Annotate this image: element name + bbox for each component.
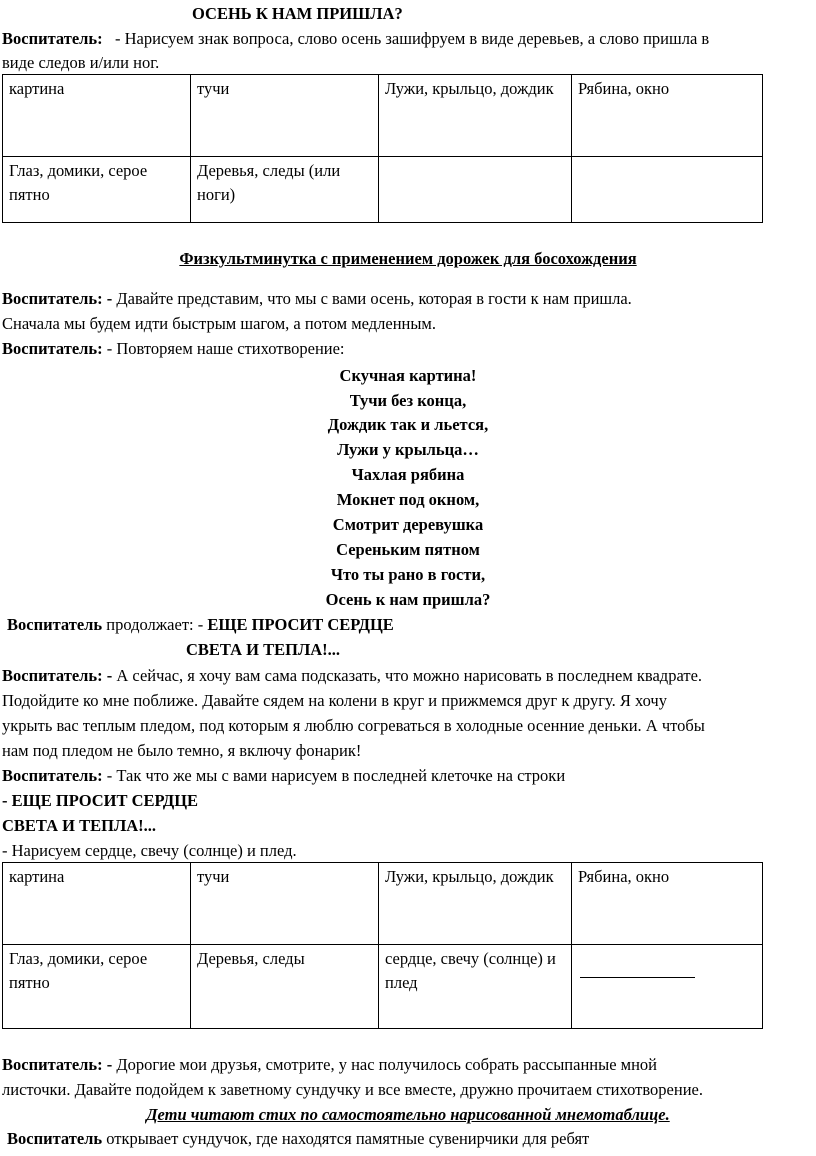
speaker-label: Воспитатель:: [2, 339, 103, 358]
continue-line-1: [7, 613, 394, 637]
poem-line: Скучная картина!: [339, 366, 477, 385]
table-cell: картина: [3, 75, 191, 157]
table-cell: Глаз, домики, серое пятно: [3, 157, 191, 223]
para3-text-1: А сейчас, я хочу вам сама подсказать, что можно нарисовать в последнем квадрате.: [116, 666, 703, 685]
mnemo-table-2: [2, 862, 763, 1029]
para2-line: [2, 337, 345, 361]
poem-line: Тучи без конца,: [349, 391, 467, 410]
para5-text-1: Дорогие мои друзья, смотрите, у нас получилось собрать рассыпанные мной: [116, 1055, 658, 1074]
table-row: [3, 75, 763, 157]
para4-line-1: [2, 764, 565, 788]
intro-text-1: - Нарисуем знак вопроса, слово осень зашифруем в виде деревьев, а слово пришла в: [115, 29, 710, 48]
poem-line: Дождик так и льется,: [327, 415, 489, 434]
speaker-label: Воспитатель: [7, 615, 103, 634]
para4-bold-1: - ЕЩЕ ПРОСИТ СЕРДЦЕ: [2, 791, 199, 810]
poem-line: Чахлая рябина: [351, 465, 465, 484]
speaker-label: Воспитатель: -: [2, 666, 113, 685]
fizkult-heading: Физкультминутка с применением дорожек для босохождения: [179, 249, 637, 268]
table-cell: [379, 157, 572, 223]
para1-text-1: Давайте представим, что мы с вами осень, которая в гости к нам пришла.: [116, 289, 632, 308]
speaker-label: Воспитатель:: [2, 766, 103, 785]
para3-line-2: Подойдите ко мне поближе. Давайте сядем на колени в круг и прижмемся друг к другу. Я хочу: [2, 691, 667, 710]
speaker-label: Воспитатель: -: [2, 289, 113, 308]
para3-line-1: [2, 664, 702, 688]
speaker-label: Воспитатель: -: [2, 1055, 113, 1074]
table-row: [3, 945, 763, 1029]
table-cell: тучи: [191, 863, 379, 945]
poem-line: Лужи у крыльца…: [337, 440, 479, 459]
para2-text: - Повторяем наше стихотворение:: [106, 339, 345, 358]
table-row: [3, 863, 763, 945]
poem-line: Осень к нам пришла?: [325, 590, 491, 609]
blank-answer-line: [580, 977, 695, 978]
para1-line-1: [2, 287, 632, 311]
poem-line: Мокнет под окном,: [336, 490, 480, 509]
table-cell: Лужи, крыльцо, дождик: [379, 863, 572, 945]
table-cell: Лужи, крыльцо, дождик: [379, 75, 572, 157]
table-cell: картина: [3, 863, 191, 945]
para4-text-2: - Нарисуем сердце, свечу (солнце) и плед.: [2, 841, 297, 860]
continue-bold-2: СВЕТА И ТЕПЛА!...: [186, 640, 341, 659]
page-title: ОСЕНЬ К НАМ ПРИШЛА?: [192, 4, 403, 23]
table-cell: Деревья, следы: [191, 945, 379, 1029]
para6-text: открывает сундучок, где находятся памятные сувенирчики для ребят: [106, 1129, 590, 1148]
speaker-label: Воспитатель: [7, 1129, 103, 1148]
para4-bold-2: СВЕТА И ТЕПЛА!...: [2, 816, 157, 835]
table-cell: Рябина, окно: [572, 863, 763, 945]
continue-bold-1: ЕЩЕ ПРОСИТ СЕРДЦЕ: [207, 615, 394, 634]
table-cell: сердце, свечу (солнце) и плед: [379, 945, 572, 1029]
speaker-label: Воспитатель:: [2, 29, 103, 48]
poem-line: Что ты рано в гости,: [330, 565, 486, 584]
continue-text: продолжает: -: [106, 615, 204, 634]
para6-line: [7, 1127, 589, 1151]
table-cell: Глаз, домики, серое пятно: [3, 945, 191, 1029]
children-read-heading: Дети читают стих по самостоятельно нарисованной мнемотаблице.: [146, 1105, 670, 1124]
para1-line-2: Сначала мы будем идти быстрым шагом, а потом медленным.: [2, 314, 437, 333]
table-cell: [572, 945, 763, 1029]
table-cell: [572, 157, 763, 223]
table-cell: тучи: [191, 75, 379, 157]
table-cell: Рябина, окно: [572, 75, 763, 157]
intro-line-2: виде следов и/или ног.: [2, 53, 160, 72]
intro-line-1: [2, 27, 709, 51]
poem-line: Сереньким пятном: [336, 540, 480, 559]
mnemo-table-1: [2, 74, 763, 223]
para5-line-2: листочки. Давайте подойдем к заветному сундучку и все вместе, дружно прочитаем стихотворение.: [2, 1080, 703, 1099]
para5-line-1: [2, 1053, 657, 1077]
table-row: [3, 157, 763, 223]
para3-line-3: укрыть вас теплым пледом, под которым я люблю согреваться в холодные осенние деньки. А чтобы: [2, 716, 705, 735]
poem-line: Смотрит деревушка: [332, 515, 484, 534]
para3-line-4: нам под пледом не было темно, я включу фонарик!: [2, 741, 362, 760]
table-cell: Деревья, следы (или ноги): [191, 157, 379, 223]
para4-text: - Так что же мы с вами нарисуем в последней клеточке на строки: [106, 766, 566, 785]
